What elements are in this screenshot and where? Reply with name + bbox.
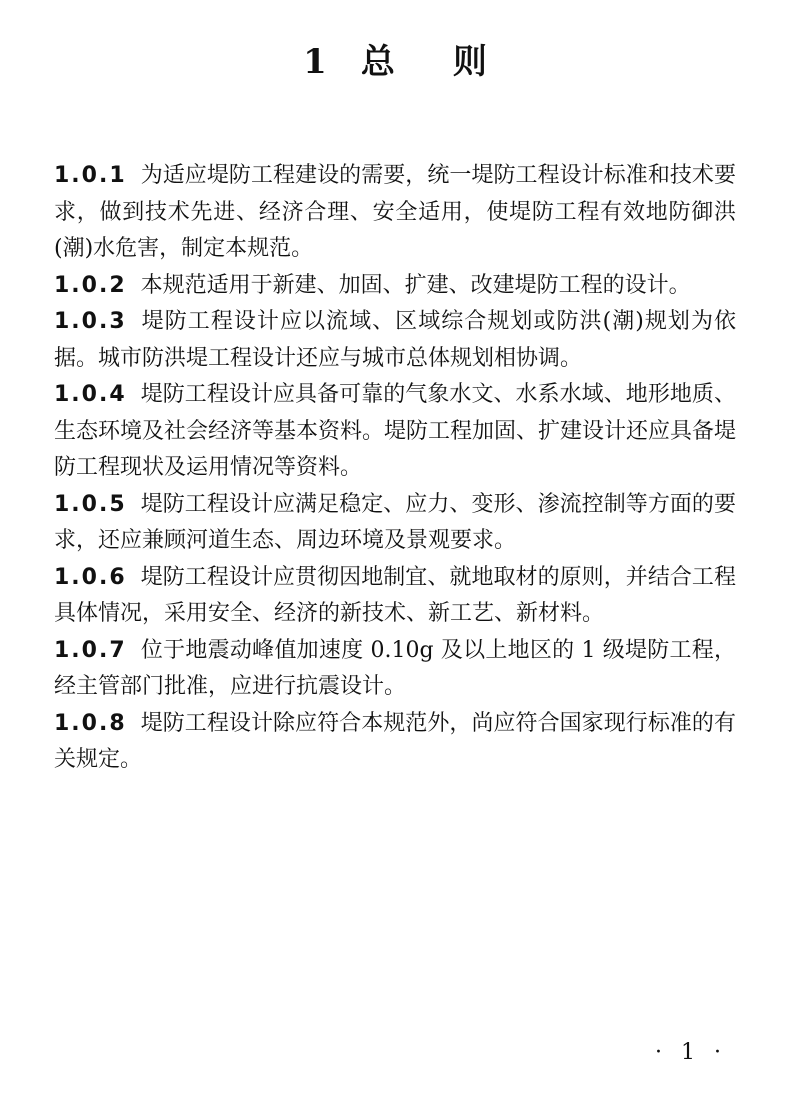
chapter-title — [0, 42, 790, 83]
clause-number: 1.0.3 — [54, 309, 127, 334]
clause-text: 本规范适用于新建、加固、扩建、改建堤防工程的设计。 — [140, 272, 691, 298]
clause-text: 堤防工程设计应贯彻因地制宜、就地取材的原则，并结合工程具体情况，采用安全、经济的新技术、新工艺、新材料。 — [54, 564, 736, 626]
clause-text: 为适应堤防工程建设的需要，统一堤防工程设计标准和技术要求，做到技术先进、经济合理、安全适用，使堤防工程有效地防御洪(潮)水危害，制定本规范。 — [54, 163, 736, 261]
clause-1-0-1 — [54, 158, 736, 268]
clause-text: 堤防工程设计除应符合本规范外，尚应符合国家现行标准的有关规定。 — [54, 710, 736, 772]
clause-text: 位于地震动峰值加速度 0.10g 及以上地区的 1 级堤防工程，经主管部门批准，应进行抗震设计。 — [54, 637, 736, 699]
chapter-title-char-2: 则 — [452, 42, 487, 82]
clause-1-0-8 — [54, 706, 736, 779]
clause-1-0-7 — [54, 633, 736, 706]
clause-1-0-3 — [54, 304, 736, 377]
clause-list — [54, 158, 736, 779]
clause-number: 1.0.8 — [54, 710, 127, 736]
chapter-number: 1 — [303, 42, 327, 82]
clause-1-0-2 — [54, 268, 736, 305]
clause-number: 1.0.4 — [54, 382, 127, 407]
chapter-title-char-1: 总 — [360, 42, 395, 82]
clause-text: 堤防工程设计应以流域、区域综合规划或防洪(潮)规划为依据。城市防洪堤工程设计还应与城市总体规划相协调。 — [54, 309, 736, 371]
clause-number: 1.0.5 — [54, 491, 127, 517]
clause-1-0-5 — [54, 487, 736, 560]
clause-number: 1.0.2 — [54, 272, 127, 298]
clause-text: 堤防工程设计应满足稳定、应力、变形、渗流控制等方面的要求，还应兼顾河道生态、周边环境及景观要求。 — [54, 491, 736, 553]
clause-number: 1.0.6 — [54, 564, 127, 590]
page-number: · 1 · — [655, 1040, 727, 1065]
clause-text: 堤防工程设计应具备可靠的气象水文、水系水域、地形地质、生态环境及社会经济等基本资料。堤防工程加固、扩建设计还应具备堤防工程现状及运用情况等资料。 — [54, 382, 737, 480]
clause-number: 1.0.7 — [54, 637, 127, 663]
clause-1-0-6 — [54, 560, 736, 633]
clause-1-0-4 — [54, 377, 736, 487]
clause-number: 1.0.1 — [54, 163, 127, 188]
